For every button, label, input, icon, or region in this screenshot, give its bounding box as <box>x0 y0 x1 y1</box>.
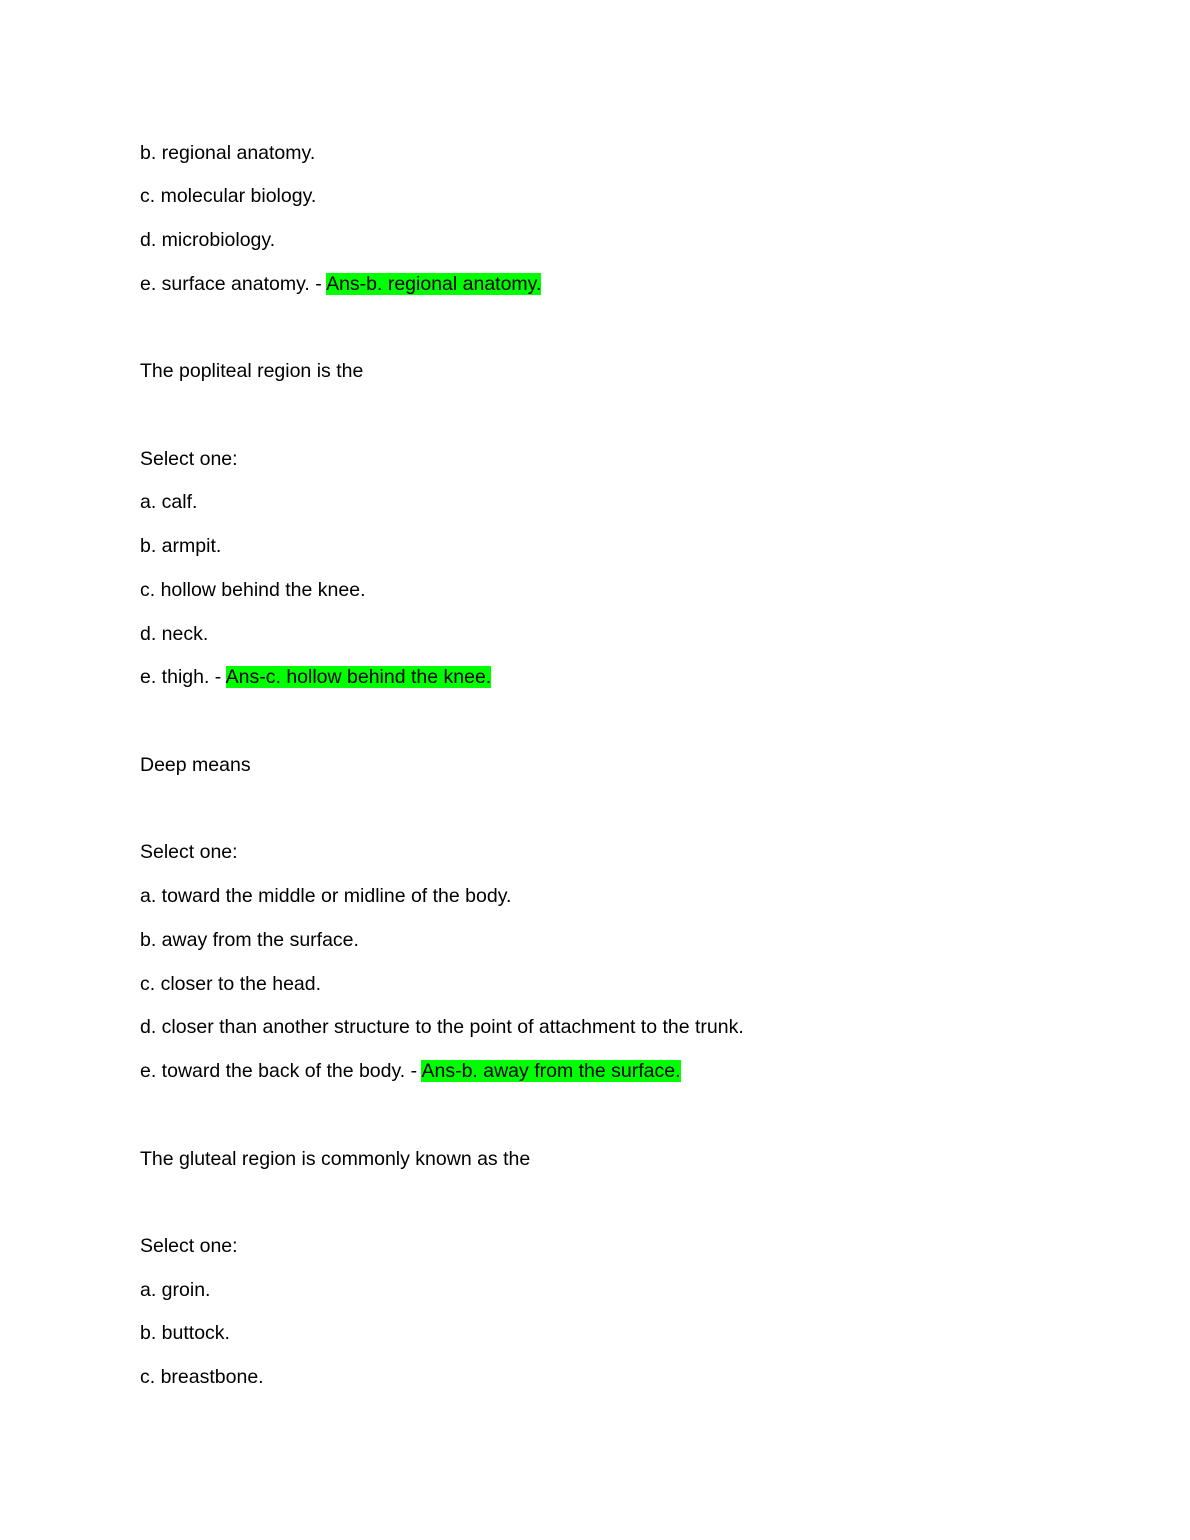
q4-option-b: b. buttock. <box>140 1322 230 1344</box>
q2-option-a: a. calf. <box>140 491 198 513</box>
q2-question: The popliteal region is the <box>140 360 364 382</box>
q3-option-c: c. closer to the head. <box>140 973 322 995</box>
q2-option-b: b. armpit. <box>140 535 222 557</box>
q1-option-e: e. surface anatomy. - <box>140 273 327 295</box>
q2-answer-highlight: Ans-c. hollow behind the knee. <box>225 666 492 688</box>
q2-prompt: Select one: <box>140 448 238 470</box>
q1-option-b: b. regional anatomy. <box>140 142 316 164</box>
q3-option-d: d. closer than another structure to the point of attachment to the trunk. <box>140 1016 744 1038</box>
q3-option-e-row <box>140 1058 681 1084</box>
q2-option-d: d. neck. <box>140 623 209 645</box>
q2-option-e: e. thigh. - <box>140 666 226 688</box>
q1-answer-highlight: Ans-b. regional anatomy. <box>326 273 542 295</box>
q1-option-d: d. microbiology. <box>140 229 276 251</box>
q4-question: The gluteal region is commonly known as the <box>140 1148 531 1170</box>
q1-option-e-row <box>140 271 541 297</box>
q3-option-b: b. away from the surface. <box>140 929 359 951</box>
q4-prompt: Select one: <box>140 1235 238 1257</box>
q2-option-e-row <box>140 664 491 690</box>
q4-option-c: c. breastbone. <box>140 1366 264 1388</box>
q3-option-a: a. toward the middle or midline of the body. <box>140 885 512 907</box>
q3-question: Deep means <box>140 754 251 776</box>
q1-option-c: c. molecular biology. <box>140 185 317 207</box>
q3-answer-highlight: Ans-b. away from the surface. <box>421 1060 681 1082</box>
q2-option-c: c. hollow behind the knee. <box>140 579 366 601</box>
q4-option-a: a. groin. <box>140 1279 211 1301</box>
q3-option-e: e. toward the back of the body. - <box>140 1060 422 1082</box>
q3-prompt: Select one: <box>140 841 238 863</box>
